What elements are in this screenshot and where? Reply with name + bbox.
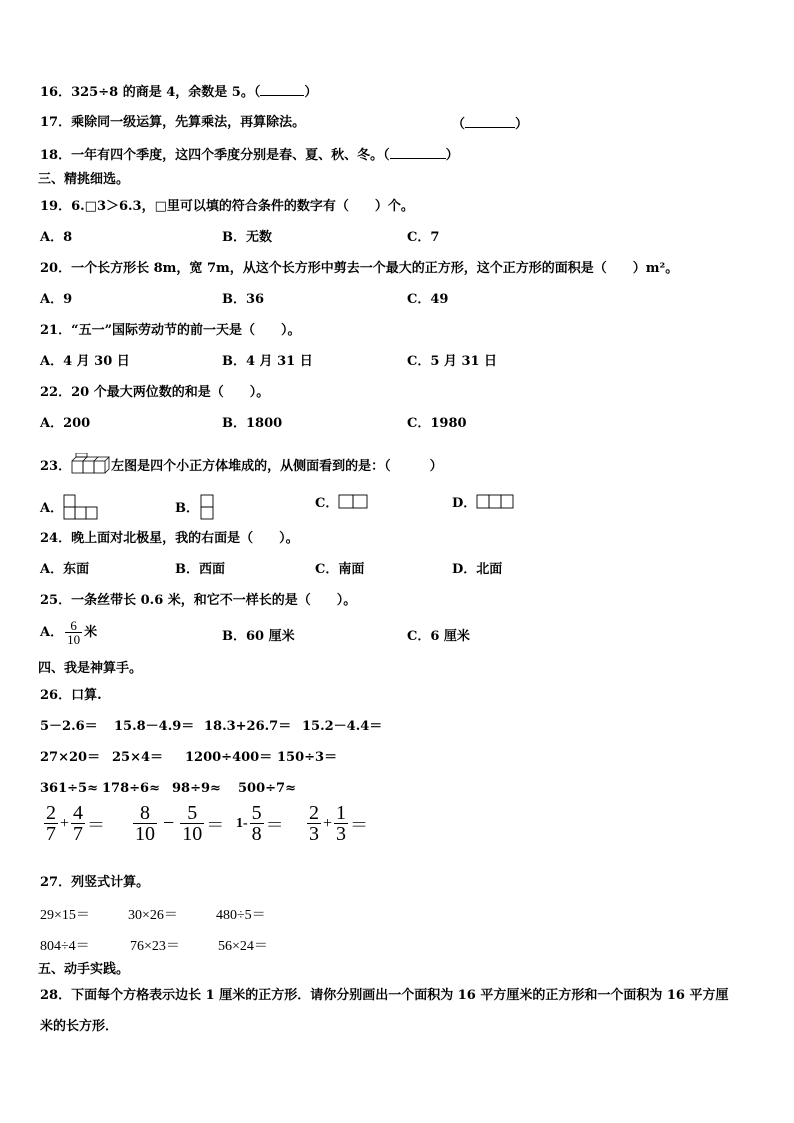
question-25-text: 25．一条丝带长 0.6 米，和它不一样长的是（ ）。 [40,593,357,608]
fraction [180,803,204,844]
option-c[interactable]: C．5 月 31 日 [407,354,498,369]
unit: 米 [84,624,98,640]
option-d-label: D． [452,496,477,511]
option-c[interactable]: C．6 厘米 [407,629,470,644]
equals-sign: ＝ [87,814,106,835]
fraction [133,803,157,844]
option-c[interactable]: C．7 [407,230,440,245]
calc-item: 98÷9≈ [172,781,221,796]
cube-stack-figure [71,453,111,475]
calc-item: 27×20＝ [40,750,101,765]
question-26-title: 26．口算. [40,688,102,703]
section-4-heading: 四、我是神算手。 [38,661,143,676]
paren-close: ） [515,117,529,132]
minuend: 1- [236,815,248,831]
calc-item: 361÷5≈ [40,781,98,796]
option-c[interactable]: C．49 [407,292,449,307]
question-20-text: 20．一个长方形长 8m，宽 7m，从这个长方形中剪去一个最大的正方形，这个正方形的面积是（ ）m²。 [40,261,679,276]
option-a[interactable]: A．东面 [40,562,90,577]
paren-close: ） [304,85,318,100]
question-22-text: 22．20 个最大两位数的和是（ ）。 [40,385,270,400]
calc-item: 15.2－4.4＝ [302,719,383,734]
numerator: 5 [251,802,262,824]
question-16-text: 16．325÷8 的商是 4，余数是 5。（ [40,85,261,100]
numerator: 4 [73,802,84,824]
question-23-text: 左图是四个小正方体堆成的，从侧面看到的是：（ ） [111,459,443,474]
calc-item: 480÷5＝ [216,908,266,923]
question-24-text: 24．晚上面对北极星，我的右面是（ ）。 [40,531,299,546]
option-b[interactable]: B．无数 [222,230,272,245]
numerator: 6 [70,618,77,633]
calc-item: 804÷4＝ [40,939,90,954]
calc-item: 56×24＝ [218,939,268,954]
calc-item: 76×23＝ [130,939,180,954]
view-shape-c [338,494,368,510]
numerator: 2 [309,802,319,824]
denominator: 7 [73,823,84,845]
option-d[interactable]: D．北面 [452,562,503,577]
calc-item: 1200÷400＝ [185,750,273,765]
question-19-text: 19．6.□3＞6.3，□里可以填的符合条件的数字有（ ）个。 [40,199,414,214]
option-b[interactable]: B．4 月 31 日 [222,354,313,369]
calc-item: 29×15＝ [40,908,90,923]
question-21-text: 21．“五一”国际劳动节的前一天是（ ）。 [40,323,301,338]
option-a-label: A． [40,501,64,516]
numerator: 5 [187,802,198,824]
operator: − [163,812,175,834]
fraction [307,803,321,844]
denominator: 3 [336,823,347,845]
denominator: 10 [135,823,155,845]
answer-blank[interactable] [390,146,446,159]
question-number: 23． [40,459,72,474]
question-17-text: 17．乘除同一级运算，先算乘法，再算除法。 [40,115,306,130]
calc-item: 15.8－4.9＝ [114,719,195,734]
denominator: 8 [251,823,262,845]
option-c[interactable]: C．南面 [315,562,365,577]
equals-sign: ＝ [350,814,369,835]
option-b[interactable]: B．西面 [175,562,225,577]
answer-blank[interactable] [465,115,515,128]
view-shape-d [476,494,516,510]
option-a[interactable] [40,494,101,520]
option-a[interactable]: A．4 月 30 日 [40,354,130,369]
question-17 [40,115,305,131]
question-18 [40,146,459,164]
fraction [334,803,348,844]
fraction [250,803,264,844]
section-5-heading: 五、动手实践。 [38,962,130,977]
option-a[interactable]: A．200 [40,416,91,431]
question-18-text: 18．一年有四个季度，这四个季度分别是春、夏、秋、冬。（ [40,148,390,163]
fraction-calc-1 [44,803,107,844]
equals-sign: ＝ [206,814,225,835]
answer-blank[interactable] [260,83,304,96]
fraction [65,619,82,646]
calc-item: 25×4＝ [112,750,164,765]
option-b[interactable]: B．1800 [222,416,283,431]
equals-sign: ＝ [265,814,284,835]
section-3-heading: 三、精挑细选。 [38,172,130,187]
operator: + [60,814,70,832]
question-28-line-1: 28．下面每个方格表示边长 1 厘米的正方形．请你分别画出一个面积为 16 平方厘米的正方形和一个面积为 16 平方厘 [40,988,729,1003]
option-b[interactable]: B．60 厘米 [222,629,295,644]
calc-item: 150÷3＝ [277,750,338,765]
numerator: 1 [336,802,347,824]
option-a[interactable] [40,619,97,646]
denominator: 10 [67,632,81,647]
calc-item: 30×26＝ [128,908,178,923]
question-17-answer [452,115,528,133]
option-c-label: C． [315,496,339,511]
denominator: 7 [46,823,56,845]
view-shape-a [63,494,101,520]
option-a-label: A． [40,624,64,640]
fraction-calc-2 [133,803,226,844]
fraction-calc-3 [234,803,286,844]
denominator: 10 [182,823,203,845]
paren-open: （ [452,117,466,132]
option-a[interactable]: A．8 [40,230,73,245]
calc-item: 500÷7≈ [238,781,296,796]
question-28-line-2: 米的长方形． [40,1019,119,1034]
question-23 [40,453,443,475]
option-a[interactable]: A．9 [40,292,73,307]
option-b[interactable] [175,494,215,520]
denominator: 3 [309,823,319,845]
paren-close: ） [445,148,459,163]
fraction [71,803,85,844]
calc-item: 5－2.6＝ [40,719,98,734]
fraction [44,803,58,844]
fraction-calc-4 [307,803,370,844]
numerator: 8 [140,802,150,824]
option-d[interactable] [452,494,516,512]
calc-item: 178÷6≈ [102,781,160,796]
question-27-title: 27．列竖式计算。 [40,875,150,890]
calc-item: 18.3+26.7＝ [204,719,292,734]
option-b[interactable]: B．36 [222,292,265,307]
operator: + [323,814,333,832]
question-16 [40,83,317,101]
option-b-label: B． [175,501,199,516]
option-c[interactable] [315,494,368,512]
view-shape-b [199,494,215,520]
option-c[interactable]: C．1980 [407,416,467,431]
numerator: 2 [46,802,56,824]
